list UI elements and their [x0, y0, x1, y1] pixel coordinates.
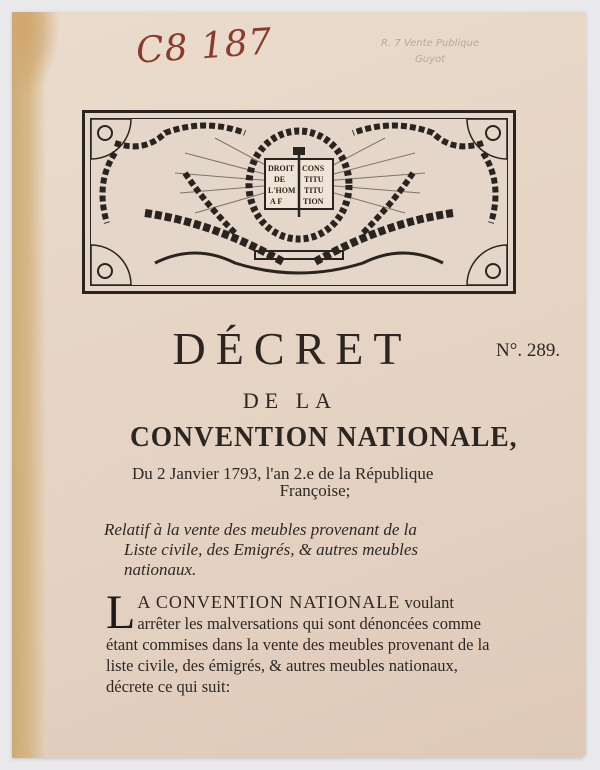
date-line-1: Du 2 Janvier 1793, l'an 2.e de la République	[132, 464, 434, 483]
headpiece-engraving-icon	[85, 113, 513, 291]
svg-text:DE: DE	[274, 175, 286, 184]
svg-text:L'HOM: L'HOM	[268, 186, 296, 195]
svg-text:A F: A F	[270, 197, 283, 206]
edge-stain	[12, 12, 46, 758]
handwritten-shelfmark: C8 187	[134, 21, 274, 72]
engraved-headpiece	[82, 110, 516, 294]
date-line-2: Françoise;	[279, 481, 351, 500]
subtitle-convention: CONVENTION NATIONALE,	[130, 422, 518, 453]
decree-subject	[104, 520, 490, 580]
svg-text:CONS: CONS	[302, 164, 325, 173]
title-text: DÉCRET	[172, 323, 412, 374]
decree-body	[106, 586, 490, 697]
subject-line-2: Liste civile, des Emigrés, & autres meubles	[124, 540, 418, 559]
pencil-annotation	[345, 36, 515, 68]
pencil-note-line-2: Guyot	[414, 54, 446, 65]
pencil-note-line-1: R. 7 Vente Publique	[381, 38, 479, 49]
svg-text:TION: TION	[303, 197, 324, 206]
svg-text:TITU: TITU	[304, 186, 324, 195]
decree-number: N°. 289.	[496, 340, 561, 361]
body-smallcaps: A CONVENTION NATIONALE	[137, 592, 401, 612]
drop-cap: L	[106, 586, 136, 639]
subject-line-3: nationaux.	[124, 560, 197, 579]
svg-text:DROIT: DROIT	[268, 164, 295, 173]
subject-line-1: Relatif à la vente des meubles provenant de la	[104, 520, 417, 539]
subtitle-de-la: DE LA	[242, 388, 338, 413]
corner-stain	[12, 12, 58, 92]
svg-text:TITU: TITU	[304, 175, 324, 184]
body-paragraph: voulant arrêter les malversations qui sont dénoncées comme étant commises dans la vente des meubles provenant de la liste civile, des émigrés, & autres meubles nationaux, décrete ce qui suit:	[106, 593, 490, 696]
